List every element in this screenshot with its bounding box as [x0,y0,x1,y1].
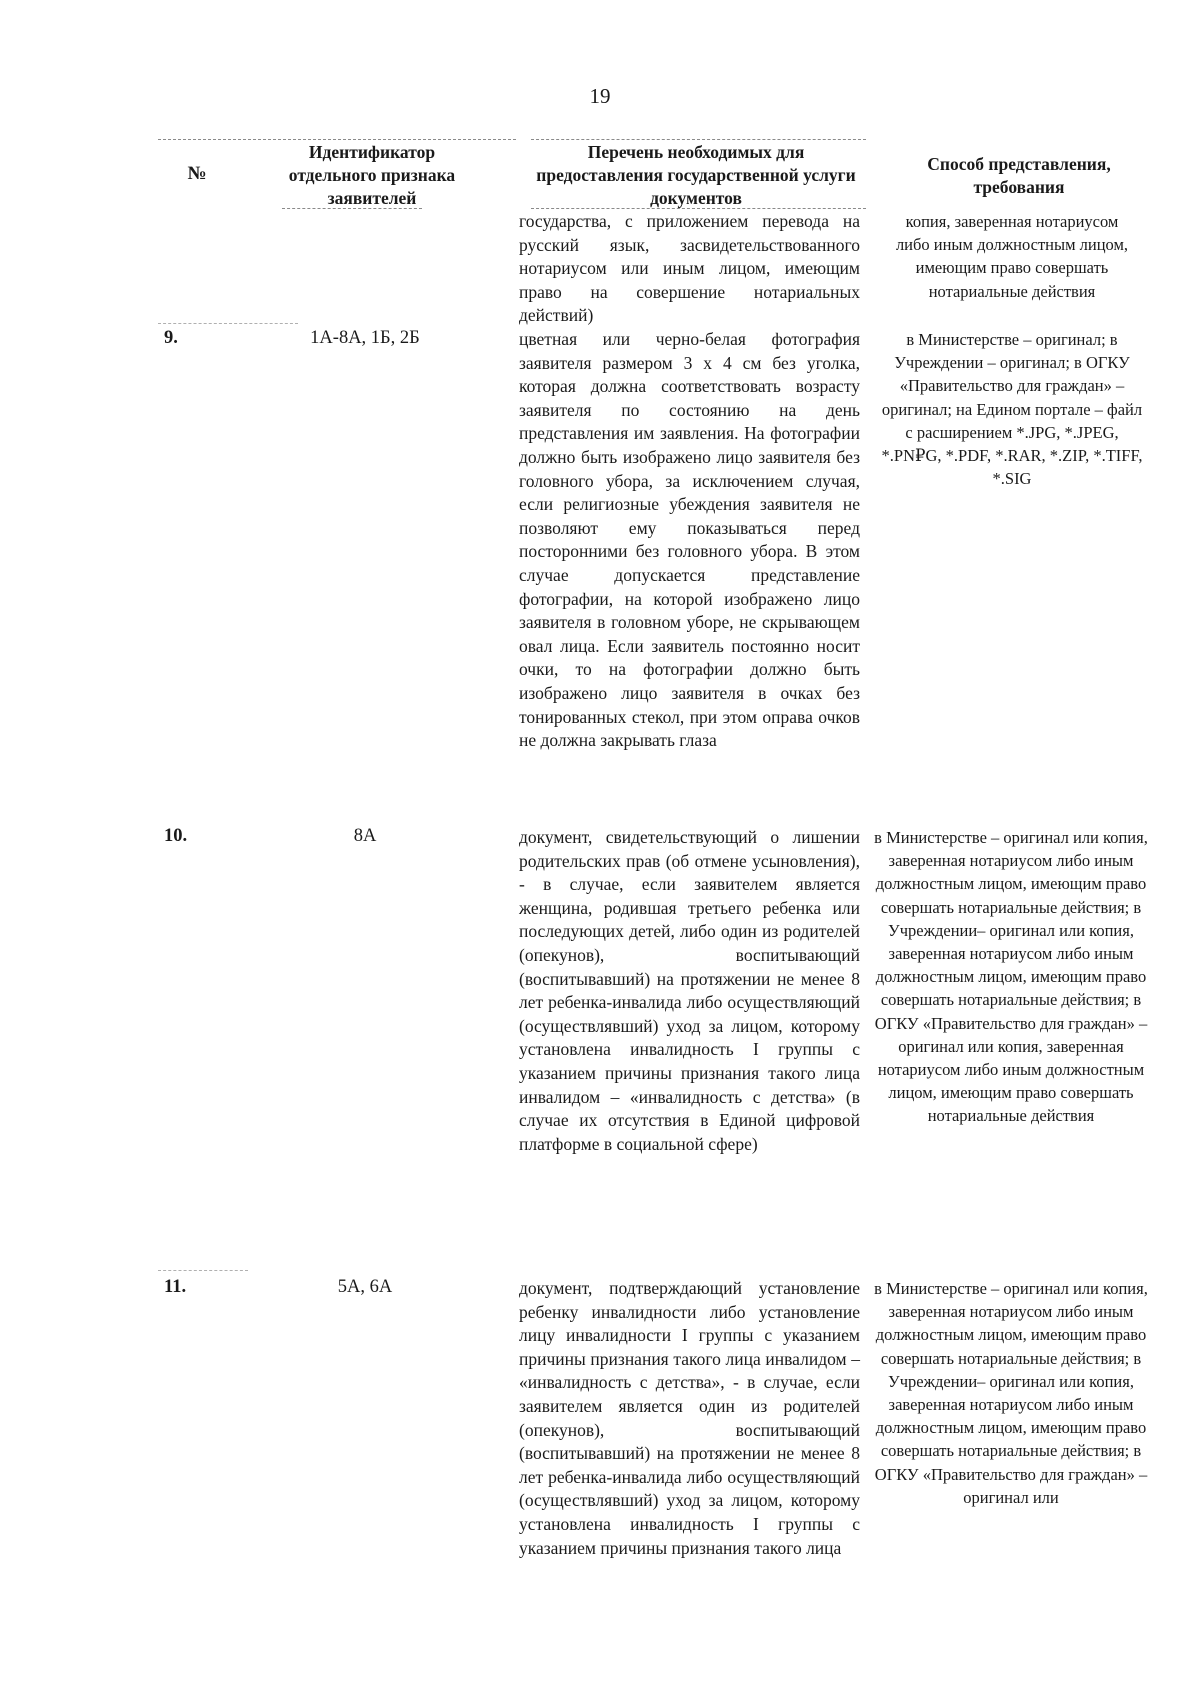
row-9-method-text: в Министерстве – оригинал; в Учреждении – оригинал; в ОГКУ «Правительство для граждан» – оригинал; на Едином портале – файл с расширением *.JPG, *.JPEG, *.PN₽G, *.PDF, *.RAR, *.ZIP, *.TIFF, *.SIG [881,330,1143,489]
row-11-identifier: 5А, 6А [337,1277,393,1297]
row-10-number: 10. [164,826,188,846]
header-rule-top-mid [531,139,866,140]
row-10-method-text: в Министерстве – оригинал или копия, заверенная нотариусом либо иным должностным лицом, имеющим право совершать нотариальные действия; в Учреждении– оригинал или копия, заверенная нотариусом либо иным должностным лицом, имеющим право совершать нотариальные действия; в ОГКУ «Правительство для граждан» – оригинал или копия, заверенная нотариусом либо иным должностным лицом, имеющим право совершать нотариальные действия [874,828,1148,1126]
continuation-method-text: копия, заверенная нотариусом либо иным должностным лицом, имеющим право совершать нотариальные действия [895,212,1129,301]
header-num: № [187,163,207,184]
row-9-documents-text: цветная или черно-белая фотография заявителя размером 3 х 4 см без уголка, которая должна соответствовать возрасту заявителя по состоянию на день представления им заявления. На фотографии должно быть изображено лицо заявителя без головного убора, за исключением случая, если религиозные убеждения заявителя не позволяют ему показываться перед посторонними без головного убора. В этом случае допускается представление фотографии, на которой изображено лицо заявителя в головном уборе, не скрывающем овал лица. Если заявитель постоянно носит очки, то на фотографии должно быть изображено лицо заявителя в очках без тонированных стекол, при этом оправа очков не должна закрывать глаза [519,329,860,751]
row-11-rule [158,1270,248,1271]
row-10-documents-text: документ, свидетельствующий о лишении родительских прав (об отмене усыновления), - в случае, если заявителем является женщина, родившая третьего ребенка или последующих детей, либо один из родителей (опекунов), воспитывающий (воспитывавший) на протяжении не менее 8 лет ребенка-инвалида либо осуществляющий (осуществлявший) уход за лицом, которому установлена инвалидность I группы с указанием причины признания такого лица инвалидом – «инвалидность с детства» (в случае их отсутствия в Единой цифровой платформе в социальной сфере) [519,827,860,1154]
header-identifier: Идентификатор отдельного признака заявителей [288,142,456,208]
row-11-documents-text: документ, подтверждающий установление ребенку инвалидности либо установление лицу инвалидности I группы с указанием причины признания такого лица инвалидом – «инвалидность с детства», - в случае, если заявителем является один из родителей (опекунов), воспитывающий (воспитывавший) на протяжении не менее 8 лет ребенка-инвалида либо осуществляющий (осуществлявший) уход за лицом, которому установлена инвалидность I группы с указанием причины признания такого лица [519,1278,860,1558]
header-documents: Перечень необходимых для предоставления государственной услуги документов [536,142,856,208]
page-number: 19 [589,84,611,108]
row-9-identifier: 1А-8А, 1Б, 2Б [310,328,420,348]
continuation-documents-text: государства, с приложением перевода на русский язык, засвидетельствованного нотариусом или иным лицом, имеющим право на совершение нотариальных действий) [519,211,860,326]
row-10-identifier: 8А [353,826,377,846]
row-9-rule [158,323,298,324]
row-11-method-text: в Министерстве – оригинал или копия, заверенная нотариусом либо иным должностным лицом, имеющим право совершать нотариальные действия; в Учреждении– оригинал или копия, заверенная нотариусом либо иным должностным лицом, имеющим право совершать нотариальные действия; в ОГКУ «Правительство для граждан» – оригинал или [874,1279,1148,1507]
row-9-number: 9. [164,328,178,348]
header-method: Способ представления, требования [927,154,1111,197]
header-rule-top-left [158,139,516,140]
row-11-number: 11. [164,1277,187,1297]
